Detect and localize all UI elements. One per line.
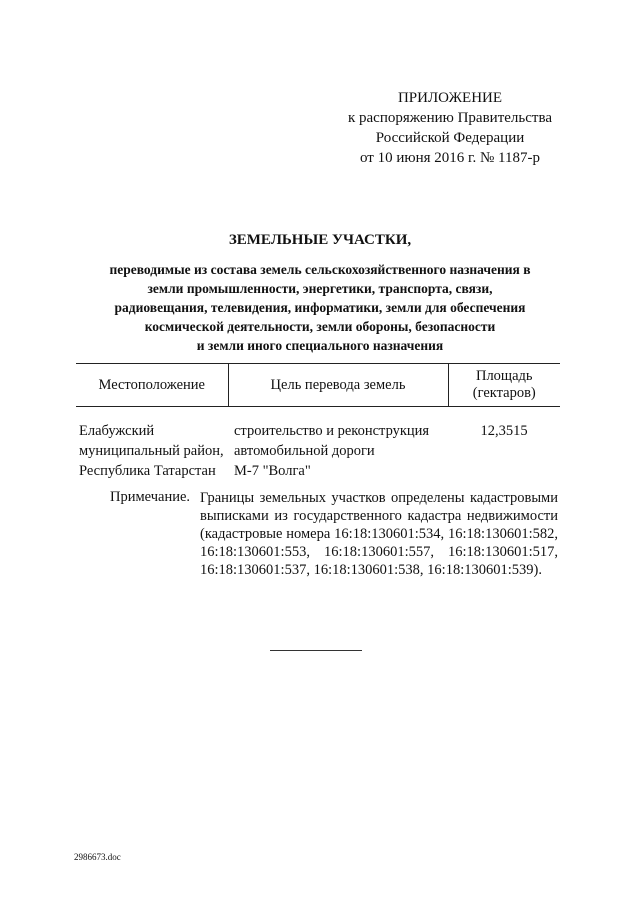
- document-title: ЗЕМЕЛЬНЫЕ УЧАСТКИ,: [228, 232, 412, 248]
- header-area: [448, 364, 560, 407]
- location-line: Елабужский: [79, 423, 155, 439]
- cell-area: 12,3515: [480, 423, 528, 439]
- land-table: [76, 363, 560, 481]
- subtitle-line: радиовещания, телевидения, информатики, земли для обеспечения: [114, 300, 526, 315]
- appendix-line-2: Российской Федерации: [375, 130, 525, 146]
- divider-line: [270, 650, 362, 651]
- table-header-row: [76, 364, 560, 407]
- subtitle-line: космической деятельности, земли обороны, безопасности: [144, 319, 496, 334]
- cell-purpose: [228, 407, 448, 482]
- subtitle-line: земли промышленности, энергетики, транспорта, связи,: [147, 281, 493, 296]
- subtitle-line: и земли иного специального назначения: [196, 338, 444, 353]
- purpose-line: М-7 "Волга": [234, 463, 311, 479]
- header-location: Местоположение: [76, 364, 228, 407]
- appendix-line-3: от 10 июня 2016 г. № 1187-р: [360, 150, 540, 166]
- table-row: [76, 407, 560, 482]
- header-purpose: Цель перевода земель: [228, 364, 448, 407]
- document-subtitle: [70, 260, 570, 355]
- header-area-line-2: (гектаров): [472, 385, 536, 401]
- cell-location: [76, 407, 228, 482]
- note-text: Границы земельных участков определены кадастровыми выписками из государственного кадастра недвижимости (кадастровые номера 16:18:130601:534, 16:18:130601:582, 16:18:130601:553, 16:18:130601:557, 16:18:130601:517, 16:18:130601:537, 16:18:130601:538, 16:18:130601:539).: [200, 490, 558, 578]
- header-area-line-1: Площадь: [475, 368, 533, 384]
- appendix-label: ПРИЛОЖЕНИЕ: [397, 90, 503, 106]
- document-filename: 2986673.doc: [74, 852, 121, 862]
- location-line: муниципальный район,: [79, 443, 224, 459]
- subtitle-line: переводимые из состава земель сельскохозяйственного назначения в: [109, 262, 531, 277]
- purpose-line: автомобильной дороги: [234, 443, 375, 459]
- location-line: Республика Татарстан: [79, 463, 216, 479]
- purpose-line: строительство и реконструкция: [234, 423, 430, 439]
- appendix-line-1: к распоряжению Правительства: [347, 110, 552, 126]
- note-label: Примечание.: [110, 489, 191, 505]
